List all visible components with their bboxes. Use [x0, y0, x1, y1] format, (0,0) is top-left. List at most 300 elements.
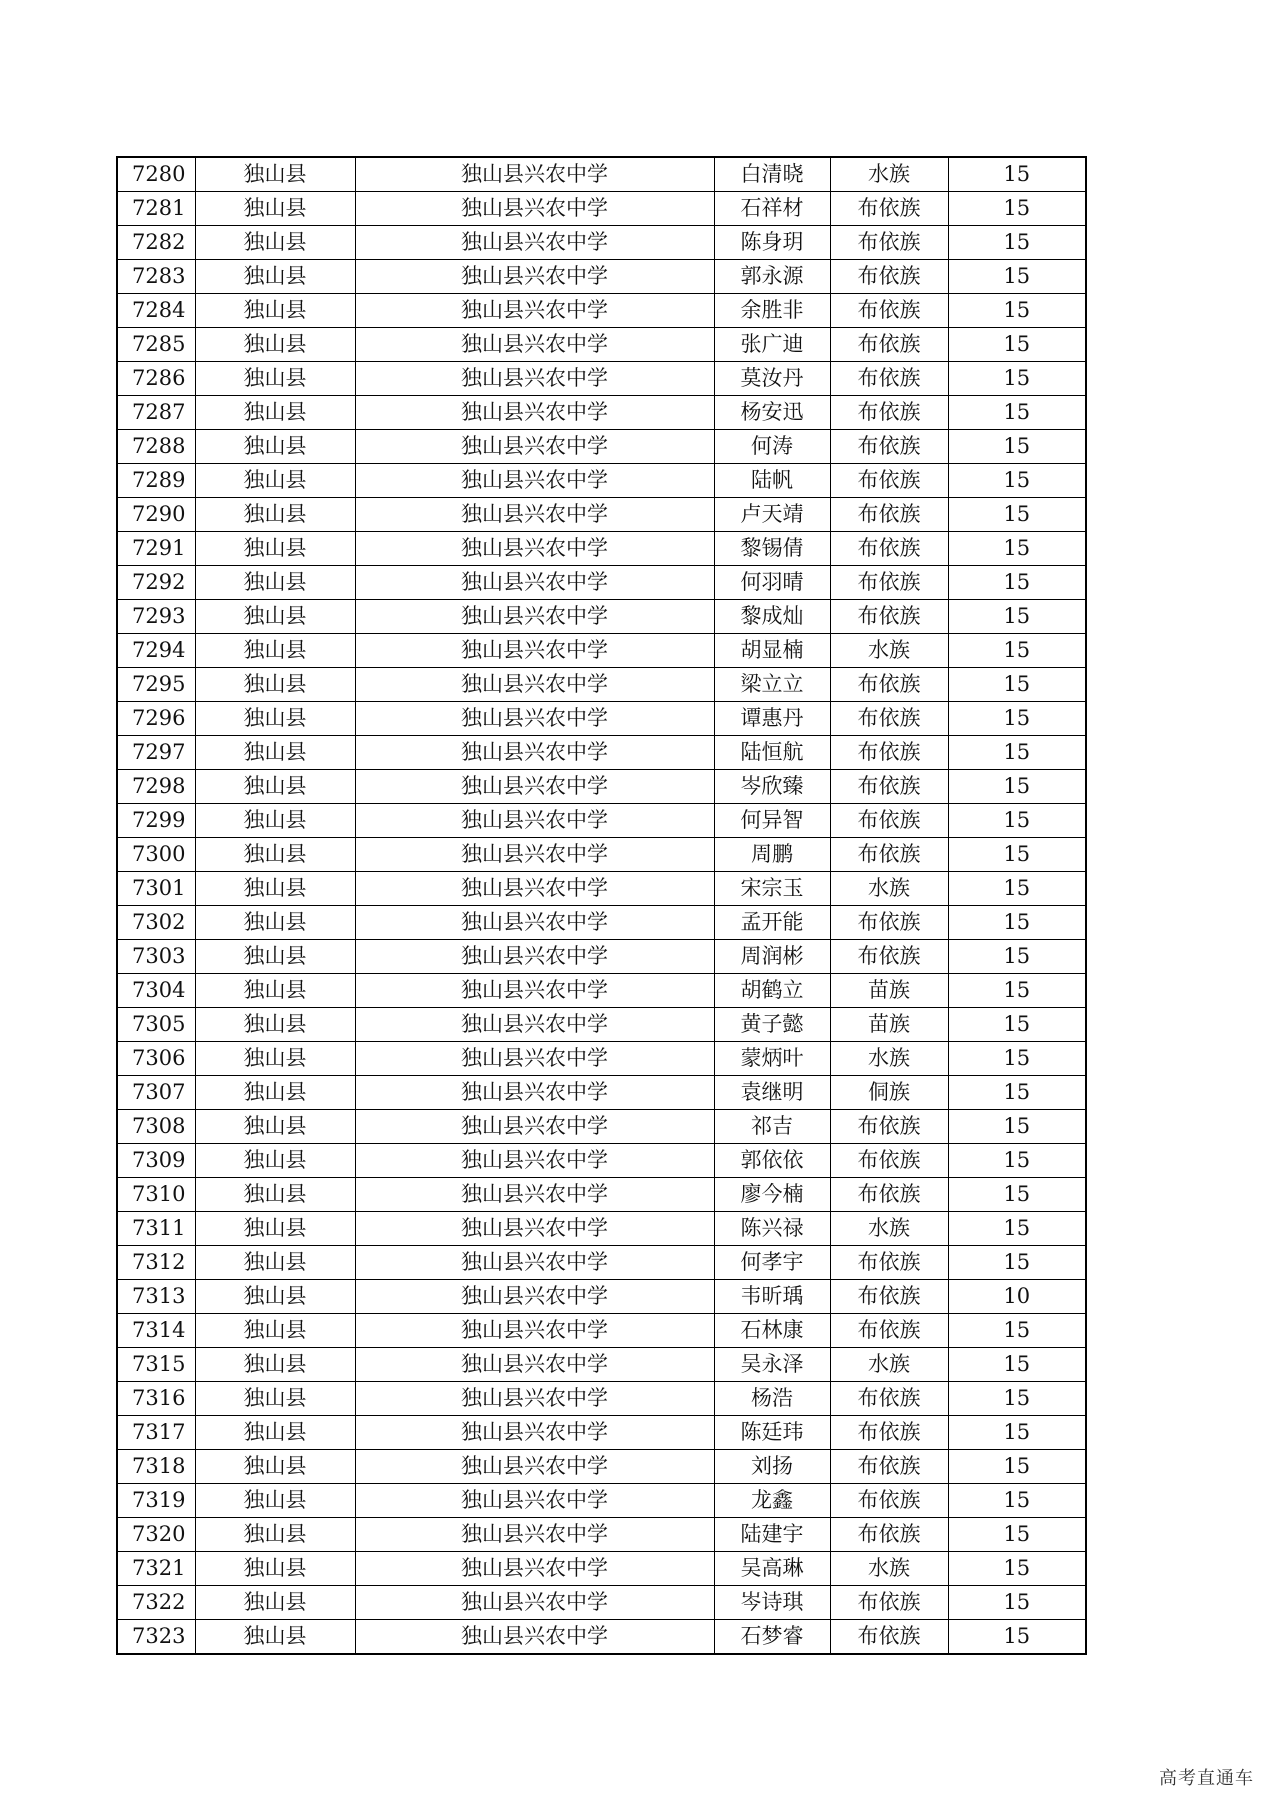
school-cell: 独山县兴农中学: [355, 600, 714, 634]
county-cell: 独山县: [195, 1144, 355, 1178]
score-cell: 15: [948, 1348, 1086, 1382]
student-name-cell: 余胜非: [714, 294, 830, 328]
county-cell: 独山县: [195, 1246, 355, 1280]
table-row: [117, 1212, 1086, 1246]
student-name-cell: 岑欣臻: [714, 770, 830, 804]
table-row: [117, 804, 1086, 838]
student-name-cell: 周润彬: [714, 940, 830, 974]
serial-number-cell: 7282: [117, 226, 195, 260]
score-cell: 15: [948, 1620, 1086, 1655]
score-cell: 15: [948, 906, 1086, 940]
score-cell: 15: [948, 294, 1086, 328]
score-cell: 15: [948, 872, 1086, 906]
student-name-cell: 石祥材: [714, 192, 830, 226]
serial-number-cell: 7296: [117, 702, 195, 736]
score-cell: 15: [948, 1416, 1086, 1450]
school-cell: 独山县兴农中学: [355, 1586, 714, 1620]
serial-number-cell: 7310: [117, 1178, 195, 1212]
table-row: [117, 1246, 1086, 1280]
score-cell: 15: [948, 940, 1086, 974]
score-cell: 15: [948, 464, 1086, 498]
table-row: [117, 838, 1086, 872]
school-cell: 独山县兴农中学: [355, 1518, 714, 1552]
serial-number-cell: 7311: [117, 1212, 195, 1246]
ethnicity-cell: 苗族: [830, 974, 948, 1008]
serial-number-cell: 7317: [117, 1416, 195, 1450]
serial-number-cell: 7306: [117, 1042, 195, 1076]
table-row: [117, 260, 1086, 294]
county-cell: 独山县: [195, 872, 355, 906]
serial-number-cell: 7287: [117, 396, 195, 430]
student-name-cell: 白清晓: [714, 157, 830, 192]
student-name-cell: 吴永泽: [714, 1348, 830, 1382]
score-cell: 15: [948, 634, 1086, 668]
table-row: [117, 157, 1086, 192]
county-cell: 独山县: [195, 736, 355, 770]
score-cell: 15: [948, 1110, 1086, 1144]
serial-number-cell: 7309: [117, 1144, 195, 1178]
table-row: [117, 906, 1086, 940]
ethnicity-cell: 水族: [830, 1348, 948, 1382]
serial-number-cell: 7312: [117, 1246, 195, 1280]
score-cell: 15: [948, 192, 1086, 226]
school-cell: 独山县兴农中学: [355, 1348, 714, 1382]
student-name-cell: 何异智: [714, 804, 830, 838]
table-row: [117, 328, 1086, 362]
school-cell: 独山县兴农中学: [355, 1314, 714, 1348]
ethnicity-cell: 水族: [830, 872, 948, 906]
ethnicity-cell: 布依族: [830, 600, 948, 634]
ethnicity-cell: 水族: [830, 1552, 948, 1586]
ethnicity-cell: 布依族: [830, 1586, 948, 1620]
table-row: [117, 736, 1086, 770]
table-row: [117, 396, 1086, 430]
serial-number-cell: 7283: [117, 260, 195, 294]
ethnicity-cell: 布依族: [830, 362, 948, 396]
ethnicity-cell: 水族: [830, 634, 948, 668]
school-cell: 独山县兴农中学: [355, 1450, 714, 1484]
serial-number-cell: 7307: [117, 1076, 195, 1110]
county-cell: 独山县: [195, 1552, 355, 1586]
county-cell: 独山县: [195, 1110, 355, 1144]
serial-number-cell: 7304: [117, 974, 195, 1008]
county-cell: 独山县: [195, 906, 355, 940]
table-row: [117, 1314, 1086, 1348]
student-name-cell: 谭惠丹: [714, 702, 830, 736]
score-cell: 15: [948, 838, 1086, 872]
table-row: [117, 1008, 1086, 1042]
watermark: 高考直通车: [1159, 1768, 1254, 1789]
school-cell: 独山县兴农中学: [355, 1246, 714, 1280]
ethnicity-cell: 布依族: [830, 906, 948, 940]
ethnicity-cell: 布依族: [830, 532, 948, 566]
serial-number-cell: 7314: [117, 1314, 195, 1348]
ethnicity-cell: 布依族: [830, 396, 948, 430]
score-cell: 15: [948, 974, 1086, 1008]
serial-number-cell: 7295: [117, 668, 195, 702]
score-cell: 15: [948, 1042, 1086, 1076]
score-cell: 15: [948, 1382, 1086, 1416]
score-cell: 10: [948, 1280, 1086, 1314]
table-row: [117, 498, 1086, 532]
score-cell: 15: [948, 1076, 1086, 1110]
serial-number-cell: 7285: [117, 328, 195, 362]
school-cell: 独山县兴农中学: [355, 838, 714, 872]
school-cell: 独山县兴农中学: [355, 1416, 714, 1450]
school-cell: 独山县兴农中学: [355, 1552, 714, 1586]
table-row: [117, 1280, 1086, 1314]
score-cell: 15: [948, 1178, 1086, 1212]
student-name-cell: 袁继明: [714, 1076, 830, 1110]
school-cell: 独山县兴农中学: [355, 1484, 714, 1518]
score-cell: 15: [948, 1450, 1086, 1484]
ethnicity-cell: 布依族: [830, 1110, 948, 1144]
serial-number-cell: 7322: [117, 1586, 195, 1620]
serial-number-cell: 7320: [117, 1518, 195, 1552]
school-cell: 独山县兴农中学: [355, 1144, 714, 1178]
school-cell: 独山县兴农中学: [355, 1178, 714, 1212]
ethnicity-cell: 布依族: [830, 464, 948, 498]
student-name-cell: 韦昕瑀: [714, 1280, 830, 1314]
serial-number-cell: 7315: [117, 1348, 195, 1382]
student-name-cell: 宋宗玉: [714, 872, 830, 906]
county-cell: 独山县: [195, 226, 355, 260]
table-row: [117, 1416, 1086, 1450]
table-row: [117, 702, 1086, 736]
ethnicity-cell: 布依族: [830, 566, 948, 600]
score-cell: 15: [948, 566, 1086, 600]
student-name-cell: 杨浩: [714, 1382, 830, 1416]
county-cell: 独山县: [195, 192, 355, 226]
school-cell: 独山县兴农中学: [355, 1076, 714, 1110]
student-table: [116, 156, 1087, 1655]
county-cell: 独山县: [195, 702, 355, 736]
table-row: [117, 1178, 1086, 1212]
school-cell: 独山县兴农中学: [355, 192, 714, 226]
score-cell: 15: [948, 804, 1086, 838]
county-cell: 独山县: [195, 396, 355, 430]
serial-number-cell: 7300: [117, 838, 195, 872]
school-cell: 独山县兴农中学: [355, 1042, 714, 1076]
student-name-cell: 陈兴禄: [714, 1212, 830, 1246]
ethnicity-cell: 布依族: [830, 1280, 948, 1314]
serial-number-cell: 7316: [117, 1382, 195, 1416]
county-cell: 独山县: [195, 804, 355, 838]
table-row: [117, 770, 1086, 804]
school-cell: 独山县兴农中学: [355, 940, 714, 974]
school-cell: 独山县兴农中学: [355, 736, 714, 770]
ethnicity-cell: 布依族: [830, 668, 948, 702]
student-name-cell: 陆帆: [714, 464, 830, 498]
school-cell: 独山县兴农中学: [355, 294, 714, 328]
school-cell: 独山县兴农中学: [355, 1382, 714, 1416]
ethnicity-cell: 水族: [830, 1042, 948, 1076]
county-cell: 独山县: [195, 1348, 355, 1382]
student-name-cell: 陆恒航: [714, 736, 830, 770]
student-name-cell: 张广迪: [714, 328, 830, 362]
student-name-cell: 蒙炳叶: [714, 1042, 830, 1076]
serial-number-cell: 7301: [117, 872, 195, 906]
student-name-cell: 陈廷玮: [714, 1416, 830, 1450]
student-name-cell: 陆建宇: [714, 1518, 830, 1552]
ethnicity-cell: 布依族: [830, 736, 948, 770]
serial-number-cell: 7319: [117, 1484, 195, 1518]
table-row: [117, 1042, 1086, 1076]
county-cell: 独山县: [195, 1416, 355, 1450]
county-cell: 独山县: [195, 1280, 355, 1314]
score-cell: 15: [948, 498, 1086, 532]
score-cell: 15: [948, 770, 1086, 804]
county-cell: 独山县: [195, 940, 355, 974]
score-cell: 15: [948, 1586, 1086, 1620]
ethnicity-cell: 布依族: [830, 1620, 948, 1655]
ethnicity-cell: 布依族: [830, 1450, 948, 1484]
student-name-cell: 郭依依: [714, 1144, 830, 1178]
student-name-cell: 廖今楠: [714, 1178, 830, 1212]
student-name-cell: 岑诗琪: [714, 1586, 830, 1620]
score-cell: 15: [948, 430, 1086, 464]
serial-number-cell: 7289: [117, 464, 195, 498]
table-row: [117, 566, 1086, 600]
ethnicity-cell: 布依族: [830, 260, 948, 294]
table-row: [117, 1552, 1086, 1586]
score-cell: 15: [948, 260, 1086, 294]
student-name-cell: 何涛: [714, 430, 830, 464]
county-cell: 独山县: [195, 838, 355, 872]
county-cell: 独山县: [195, 1586, 355, 1620]
table-row: [117, 940, 1086, 974]
school-cell: 独山县兴农中学: [355, 157, 714, 192]
serial-number-cell: 7313: [117, 1280, 195, 1314]
school-cell: 独山县兴农中学: [355, 226, 714, 260]
county-cell: 独山县: [195, 668, 355, 702]
county-cell: 独山县: [195, 1008, 355, 1042]
school-cell: 独山县兴农中学: [355, 362, 714, 396]
serial-number-cell: 7281: [117, 192, 195, 226]
student-name-cell: 胡显楠: [714, 634, 830, 668]
ethnicity-cell: 侗族: [830, 1076, 948, 1110]
table-row: [117, 1348, 1086, 1382]
score-cell: 15: [948, 1246, 1086, 1280]
student-name-cell: 石林康: [714, 1314, 830, 1348]
student-name-cell: 石梦睿: [714, 1620, 830, 1655]
county-cell: 独山县: [195, 770, 355, 804]
school-cell: 独山县兴农中学: [355, 464, 714, 498]
table-row: [117, 1144, 1086, 1178]
ethnicity-cell: 布依族: [830, 498, 948, 532]
table-row: [117, 1484, 1086, 1518]
score-cell: 15: [948, 532, 1086, 566]
ethnicity-cell: 布依族: [830, 838, 948, 872]
ethnicity-cell: 水族: [830, 157, 948, 192]
student-name-cell: 胡鹤立: [714, 974, 830, 1008]
county-cell: 独山县: [195, 566, 355, 600]
ethnicity-cell: 布依族: [830, 770, 948, 804]
table-row: [117, 974, 1086, 1008]
score-cell: 15: [948, 600, 1086, 634]
serial-number-cell: 7318: [117, 1450, 195, 1484]
student-name-cell: 梁立立: [714, 668, 830, 702]
county-cell: 独山县: [195, 634, 355, 668]
school-cell: 独山县兴农中学: [355, 498, 714, 532]
serial-number-cell: 7323: [117, 1620, 195, 1655]
table-row: [117, 192, 1086, 226]
table-body: [117, 157, 1086, 1654]
county-cell: 独山县: [195, 600, 355, 634]
county-cell: 独山县: [195, 1314, 355, 1348]
serial-number-cell: 7298: [117, 770, 195, 804]
table-row: [117, 1110, 1086, 1144]
school-cell: 独山县兴农中学: [355, 974, 714, 1008]
county-cell: 独山县: [195, 328, 355, 362]
score-cell: 15: [948, 1144, 1086, 1178]
school-cell: 独山县兴农中学: [355, 430, 714, 464]
school-cell: 独山县兴农中学: [355, 396, 714, 430]
ethnicity-cell: 布依族: [830, 804, 948, 838]
county-cell: 独山县: [195, 1076, 355, 1110]
table-row: [117, 1518, 1086, 1552]
score-cell: 15: [948, 1552, 1086, 1586]
ethnicity-cell: 苗族: [830, 1008, 948, 1042]
score-cell: 15: [948, 1518, 1086, 1552]
school-cell: 独山县兴农中学: [355, 906, 714, 940]
student-name-cell: 周鹏: [714, 838, 830, 872]
score-cell: 15: [948, 157, 1086, 192]
score-cell: 15: [948, 328, 1086, 362]
score-cell: 15: [948, 668, 1086, 702]
table-row: [117, 464, 1086, 498]
serial-number-cell: 7308: [117, 1110, 195, 1144]
county-cell: 独山县: [195, 430, 355, 464]
county-cell: 独山县: [195, 362, 355, 396]
school-cell: 独山县兴农中学: [355, 702, 714, 736]
county-cell: 独山县: [195, 1382, 355, 1416]
table-row: [117, 1076, 1086, 1110]
serial-number-cell: 7294: [117, 634, 195, 668]
student-name-cell: 卢天靖: [714, 498, 830, 532]
student-name-cell: 吴高琳: [714, 1552, 830, 1586]
school-cell: 独山县兴农中学: [355, 1110, 714, 1144]
serial-number-cell: 7302: [117, 906, 195, 940]
table-row: [117, 294, 1086, 328]
student-name-cell: 祁吉: [714, 1110, 830, 1144]
school-cell: 独山县兴农中学: [355, 668, 714, 702]
serial-number-cell: 7303: [117, 940, 195, 974]
ethnicity-cell: 布依族: [830, 1382, 948, 1416]
ethnicity-cell: 布依族: [830, 1246, 948, 1280]
school-cell: 独山县兴农中学: [355, 328, 714, 362]
school-cell: 独山县兴农中学: [355, 532, 714, 566]
ethnicity-cell: 布依族: [830, 1416, 948, 1450]
serial-number-cell: 7288: [117, 430, 195, 464]
county-cell: 独山县: [195, 157, 355, 192]
school-cell: 独山县兴农中学: [355, 1008, 714, 1042]
school-cell: 独山县兴农中学: [355, 1280, 714, 1314]
county-cell: 独山县: [195, 1484, 355, 1518]
score-cell: 15: [948, 226, 1086, 260]
student-name-cell: 黎锡倩: [714, 532, 830, 566]
ethnicity-cell: 布依族: [830, 702, 948, 736]
ethnicity-cell: 布依族: [830, 1178, 948, 1212]
score-cell: 15: [948, 1008, 1086, 1042]
table-row: [117, 872, 1086, 906]
score-cell: 15: [948, 1212, 1086, 1246]
county-cell: 独山县: [195, 532, 355, 566]
school-cell: 独山县兴农中学: [355, 804, 714, 838]
student-name-cell: 杨安迅: [714, 396, 830, 430]
score-cell: 15: [948, 362, 1086, 396]
county-cell: 独山县: [195, 260, 355, 294]
student-name-cell: 刘扬: [714, 1450, 830, 1484]
student-name-cell: 黎成灿: [714, 600, 830, 634]
county-cell: 独山县: [195, 1620, 355, 1655]
ethnicity-cell: 布依族: [830, 1144, 948, 1178]
county-cell: 独山县: [195, 464, 355, 498]
ethnicity-cell: 水族: [830, 1212, 948, 1246]
serial-number-cell: 7291: [117, 532, 195, 566]
school-cell: 独山县兴农中学: [355, 260, 714, 294]
ethnicity-cell: 布依族: [830, 328, 948, 362]
table-row: [117, 1450, 1086, 1484]
table-row: [117, 226, 1086, 260]
school-cell: 独山县兴农中学: [355, 566, 714, 600]
table-row: [117, 634, 1086, 668]
score-cell: 15: [948, 702, 1086, 736]
county-cell: 独山县: [195, 1178, 355, 1212]
serial-number-cell: 7321: [117, 1552, 195, 1586]
score-cell: 15: [948, 1314, 1086, 1348]
table-row: [117, 1382, 1086, 1416]
serial-number-cell: 7293: [117, 600, 195, 634]
student-name-cell: 何孝宇: [714, 1246, 830, 1280]
student-name-cell: 何羽晴: [714, 566, 830, 600]
score-cell: 15: [948, 1484, 1086, 1518]
score-cell: 15: [948, 396, 1086, 430]
student-name-cell: 黄子懿: [714, 1008, 830, 1042]
school-cell: 独山县兴农中学: [355, 872, 714, 906]
serial-number-cell: 7299: [117, 804, 195, 838]
school-cell: 独山县兴农中学: [355, 634, 714, 668]
serial-number-cell: 7280: [117, 157, 195, 192]
county-cell: 独山县: [195, 294, 355, 328]
ethnicity-cell: 布依族: [830, 430, 948, 464]
score-cell: 15: [948, 736, 1086, 770]
school-cell: 独山县兴农中学: [355, 1620, 714, 1655]
serial-number-cell: 7284: [117, 294, 195, 328]
student-name-cell: 龙鑫: [714, 1484, 830, 1518]
serial-number-cell: 7292: [117, 566, 195, 600]
table-row: [117, 362, 1086, 396]
ethnicity-cell: 布依族: [830, 226, 948, 260]
ethnicity-cell: 布依族: [830, 1518, 948, 1552]
student-name-cell: 孟开能: [714, 906, 830, 940]
student-name-cell: 莫汝丹: [714, 362, 830, 396]
ethnicity-cell: 布依族: [830, 192, 948, 226]
student-name-cell: 郭永源: [714, 260, 830, 294]
ethnicity-cell: 布依族: [830, 1484, 948, 1518]
county-cell: 独山县: [195, 1518, 355, 1552]
table-row: [117, 600, 1086, 634]
serial-number-cell: 7290: [117, 498, 195, 532]
county-cell: 独山县: [195, 974, 355, 1008]
school-cell: 独山县兴农中学: [355, 1212, 714, 1246]
ethnicity-cell: 布依族: [830, 940, 948, 974]
table-row: [117, 430, 1086, 464]
student-name-cell: 陈身玥: [714, 226, 830, 260]
county-cell: 独山县: [195, 1042, 355, 1076]
serial-number-cell: 7297: [117, 736, 195, 770]
table-row: [117, 1586, 1086, 1620]
